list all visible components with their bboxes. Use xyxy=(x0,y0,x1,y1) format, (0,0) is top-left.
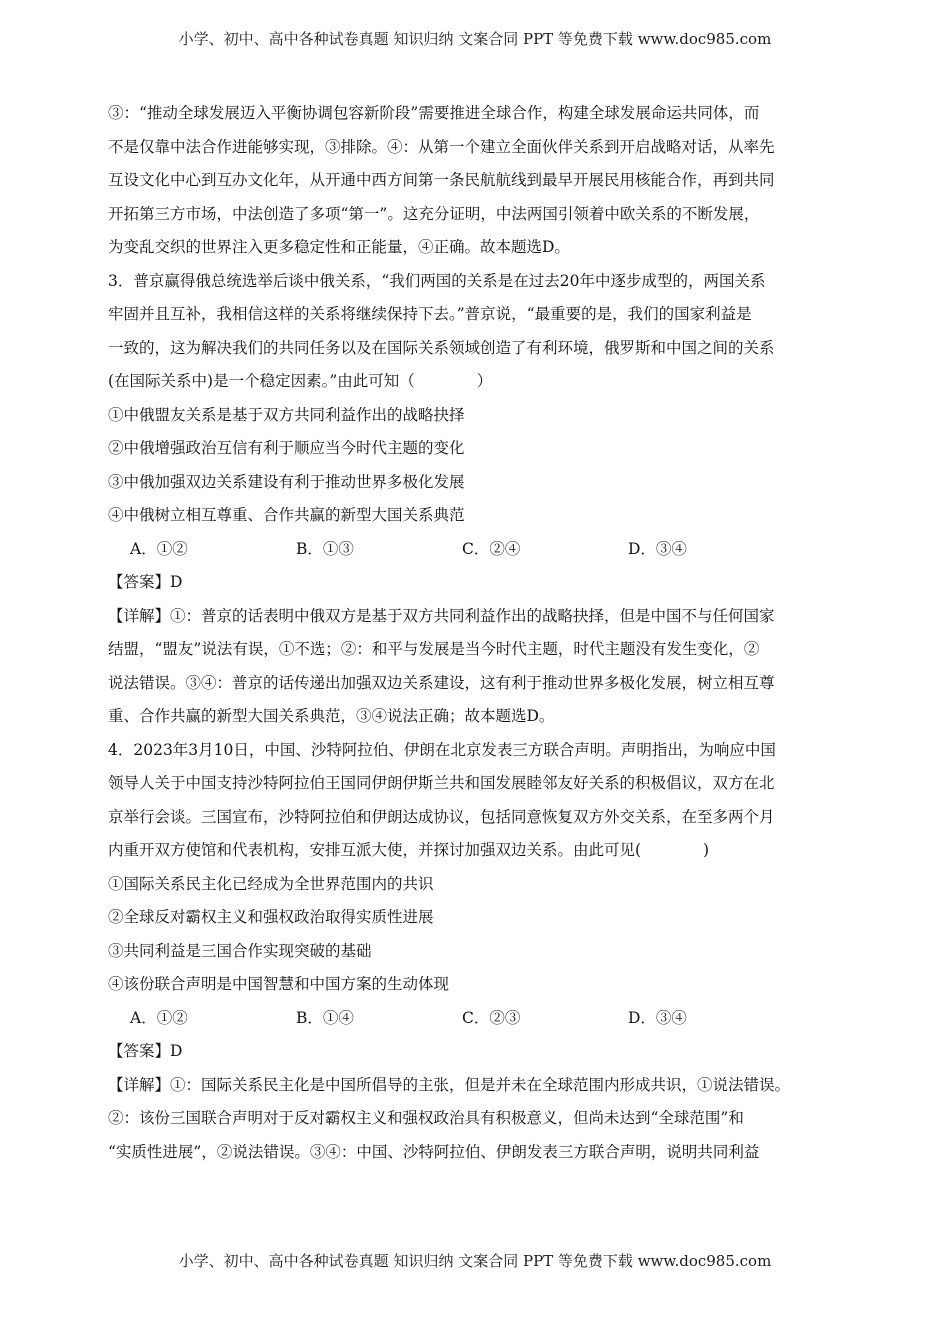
statement-1: ①国际关系民主化已经成为全世界范围内的共识 xyxy=(108,874,434,893)
text-line: 为变乱交织的世界注入更多稳定性和正能量，④正确。故本题选D。 xyxy=(108,238,570,256)
answer-options xyxy=(108,1002,840,1036)
option-d: D．③④ xyxy=(628,539,687,558)
statement-1: ①中俄盟友关系是基于双方共同利益作出的战略抉择 xyxy=(108,405,465,424)
question-stem-line: 3．普京赢得俄总统选举后谈中俄关系，“我们两国的关系是在过去20年中逐步成型的，两国关系 xyxy=(108,271,766,290)
explanation-line: 【详解】①：普京的话表明中俄双方是基于双方共同利益作出的战略抉择，但是中国不与任何国家 xyxy=(108,606,775,625)
question-4 xyxy=(108,734,840,1170)
answer-line: 【答案】D xyxy=(108,573,183,591)
option-d: D．③④ xyxy=(628,1008,687,1027)
explanation-line: 【详解】①：国际关系民主化是中国所倡导的主张，但是并未在全球范围内形成共识，①说法错误。 xyxy=(108,1075,791,1094)
question-3 xyxy=(108,265,840,734)
question-stem-line: 4．2023年3月10日，中国、沙特阿拉伯、伊朗在北京发表三方联合声明。声明指出，为响应中国 xyxy=(108,740,776,759)
question-stem-line: 京举行会谈。三国宣布，沙特阿拉伯和伊朗达成协议，包括同意恢复双方外交关系，在至多两个月 xyxy=(108,807,775,826)
statement-2: ②中俄增强政治互信有利于顺应当今时代主题的变化 xyxy=(108,439,465,457)
statement-4: ④该份联合声明是中国智慧和中国方案的生动体现 xyxy=(108,975,450,993)
text-line: 不是仅靠中法合作进能够实现，③排除。④：从第一个建立全面伙伴关系到开启战略对话，从率先 xyxy=(108,137,775,156)
text-line: 开拓第三方市场，中法创造了多项“第一”。这充分证明，中法两国引领着中欧关系的不断发展， xyxy=(108,204,760,223)
question-stem-line: 内重开双方使馆和代表机构，安排互派大使，并探讨加强双边关系。由此可见( ) xyxy=(108,841,710,859)
option-b: B．①④ xyxy=(296,1008,354,1027)
document-body xyxy=(108,97,840,1169)
explanation-line: 重、合作共赢的新型大国关系典范，③④说法正确；故本题选D。 xyxy=(108,707,555,725)
statement-2: ②全球反对霸权主义和强权政治取得实质性进展 xyxy=(108,908,434,926)
question-stem-line: 牢固并且互补，我相信这样的关系将继续保持下去。”普京说，“最重要的是，我们的国家利益是 xyxy=(108,305,752,323)
statement-4: ④中俄树立相互尊重、合作共赢的新型大国关系典范 xyxy=(108,506,465,524)
question-stem-line: 领导人关于中国支持沙特阿拉伯王国同伊朗伊斯兰共和国发展睦邻友好关系的积极倡议，双方在北 xyxy=(108,774,775,792)
explanation-line: 说法错误。③④：普京的话传递出加强双边关系建设，这有利于推动世界多极化发展，树立相互尊 xyxy=(108,673,775,692)
explanation-line: “实质性进展”，②说法错误。③④：中国、沙特阿拉伯、伊朗发表三方联合声明，说明共同利益 xyxy=(108,1142,760,1161)
explanation-line: 结盟，“盟友”说法有误，①不选；②：和平与发展是当今时代主题，时代主题没有发生变化，② xyxy=(108,640,760,658)
explanation-line: ②：该份三国联合声明对于反对霸权主义和强权政治具有积极意义，但尚未达到“全球范围”和 xyxy=(108,1109,744,1127)
intro-explanation xyxy=(108,97,840,265)
answer-line: 【答案】D xyxy=(108,1042,183,1060)
text-line: 互设文化中心到互办文化年，从开通中西方间第一条民航航线到最早开展民用核能合作，再到共同 xyxy=(108,171,775,189)
option-c: C．②④ xyxy=(462,539,521,558)
option-b: B．①③ xyxy=(296,539,354,558)
statement-3: ③中俄加强双边关系建设有利于推动世界多极化发展 xyxy=(108,472,465,491)
option-a: A．①② xyxy=(130,539,188,558)
question-stem-line: 一致的，这为解决我们的共同任务以及在国际关系领域创造了有利环境，俄罗斯和中国之间的关系 xyxy=(108,338,775,357)
page-header: 小学、初中、高中各种试卷真题 知识归纳 文案合同 PPT 等免费下载 www.doc985.com xyxy=(178,30,772,48)
page-footer: 小学、初中、高中各种试卷真题 知识归纳 文案合同 PPT 等免费下载 www.doc985.com xyxy=(178,1252,772,1270)
text-line: ③：“推动全球发展迈入平衡协调包容新阶段”需要推进全球合作，构建全球发展命运共同体，而 xyxy=(108,104,760,122)
option-c: C．②③ xyxy=(462,1008,521,1027)
statement-3: ③共同利益是三国合作实现突破的基础 xyxy=(108,941,372,960)
option-a: A．①② xyxy=(130,1008,188,1027)
question-stem-line: (在国际关系中)是一个稳定因素。”由此可知（ ） xyxy=(108,372,493,390)
answer-options xyxy=(108,533,840,567)
